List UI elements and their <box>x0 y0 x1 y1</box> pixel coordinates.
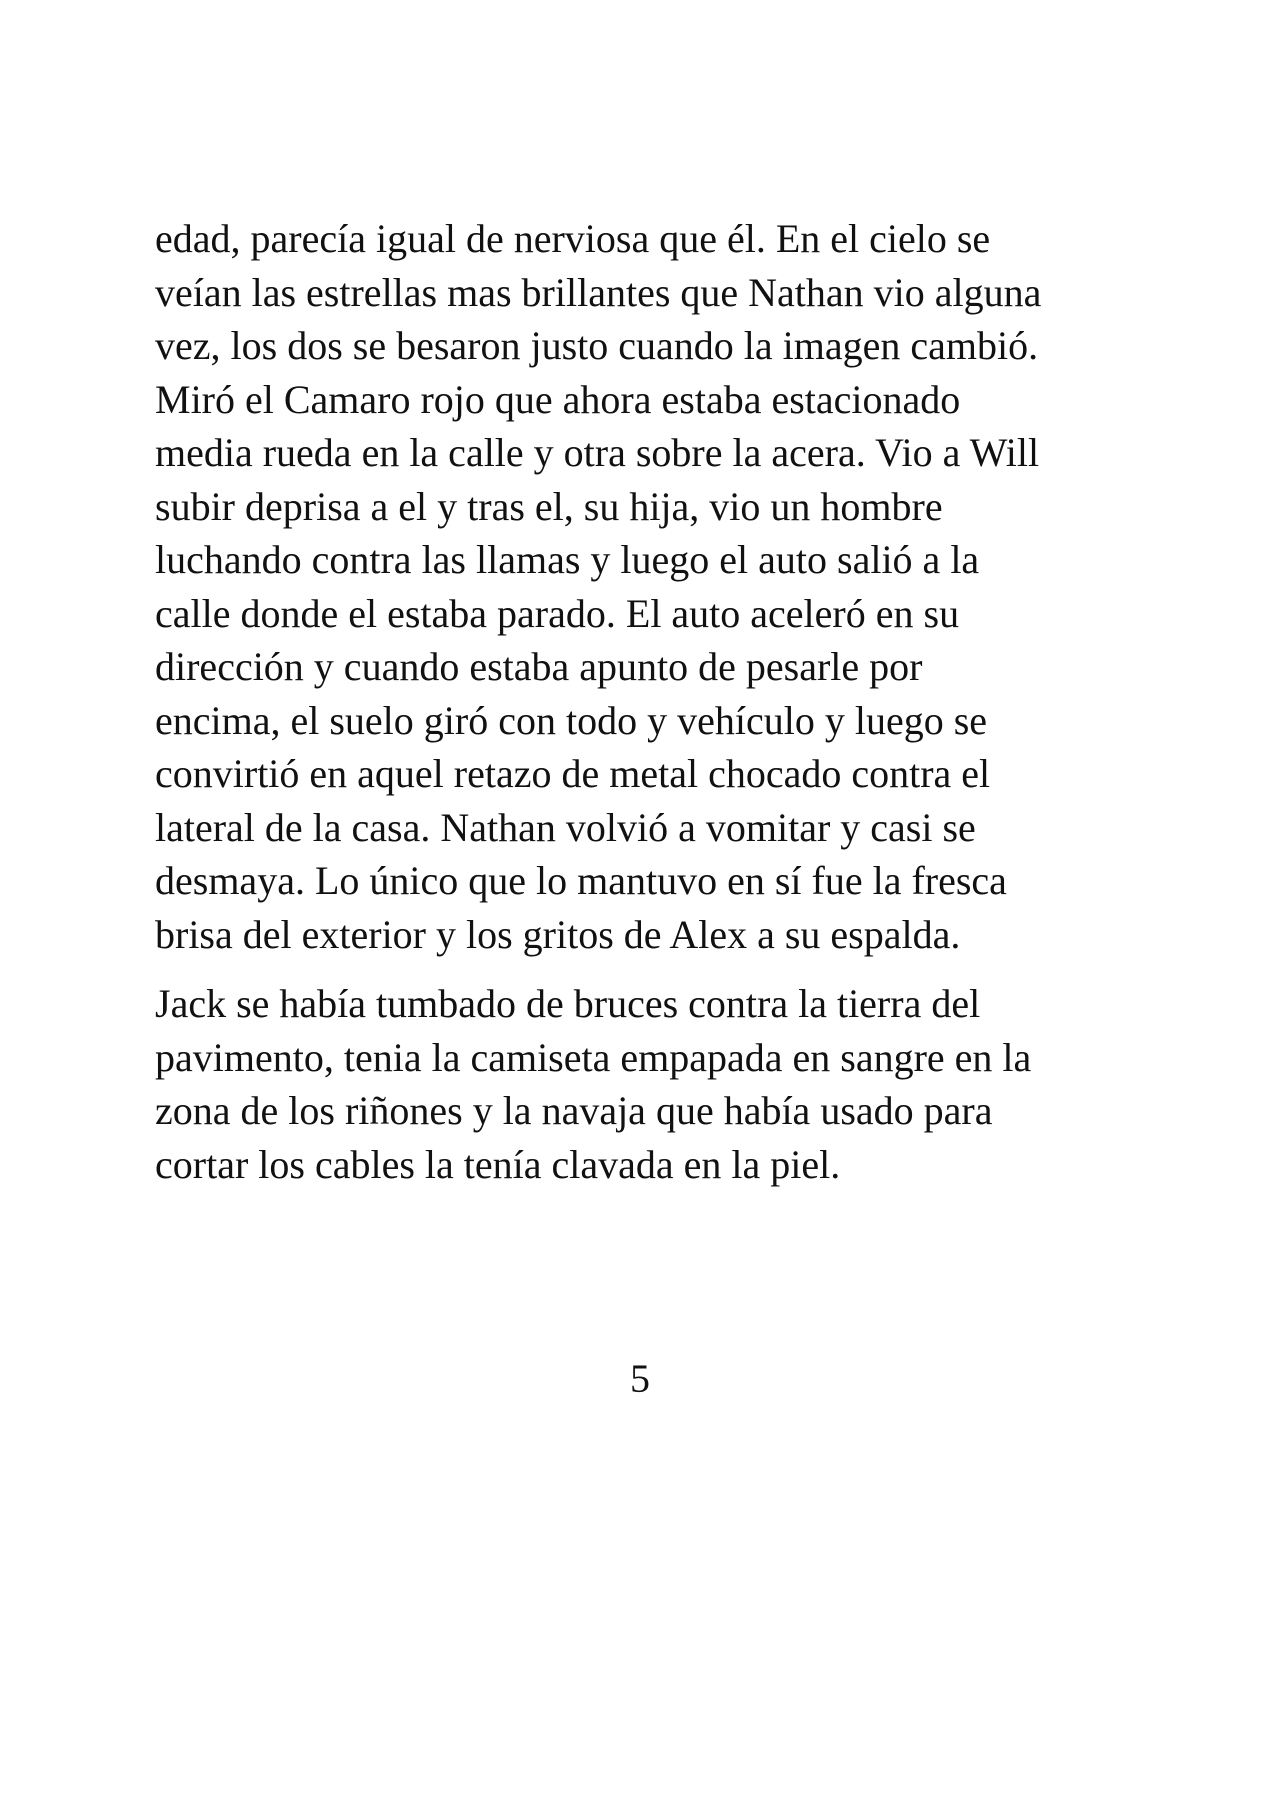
text-line: desmaya. Lo único que lo mantuvo en sí fue la fresca <box>155 858 1007 903</box>
body-text <box>155 212 1145 1191</box>
text-line: zona de los riñones y la navaja que había usado para <box>155 1088 993 1133</box>
text-line: edad, parecía igual de nerviosa que él. En el cielo se <box>155 216 991 261</box>
text-line: subir deprisa a el y tras el, su hija, vio un hombre <box>155 483 943 529</box>
text-line: convirtió en aquel retazo de metal chocado contra el <box>155 751 991 796</box>
text-line: dirección y cuando estaba apunto de pesarle por <box>155 644 923 689</box>
text-line: luchando contra las llamas y luego el auto salió a la <box>155 537 980 582</box>
text-line: Miró el Camaro rojo que ahora estaba estacionado <box>155 376 961 422</box>
text-line: cortar los cables la tenía clavada en la piel. <box>155 1141 841 1187</box>
text-line: vez, los dos se besaron justo cuando la imagen cambió. <box>155 323 1039 368</box>
paragraph-1 <box>155 212 1145 961</box>
paragraph-2 <box>155 977 1145 1191</box>
text-line: media rueda en la calle y otra sobre la acera. Vio a Will <box>155 430 1040 475</box>
text-line: lateral de la casa. Nathan volvió a vomitar y casi se <box>155 804 976 850</box>
text-line: brisa del exterior y los gritos de Alex a su espalda. <box>155 911 961 957</box>
text-line: pavimento, tenia la camiseta empapada en sangre en la <box>155 1034 1032 1080</box>
text-line: Jack se había tumbado de bruces contra la tierra del <box>155 981 981 1026</box>
text-line: veían las estrellas mas brillantes que Nathan vio alguna <box>155 269 1042 315</box>
text-line: calle donde el estaba parado. El auto aceleró en su <box>155 590 960 636</box>
page-number: 5 <box>630 1356 650 1401</box>
text-line: encima, el suelo giró con todo y vehículo y luego se <box>155 697 988 743</box>
